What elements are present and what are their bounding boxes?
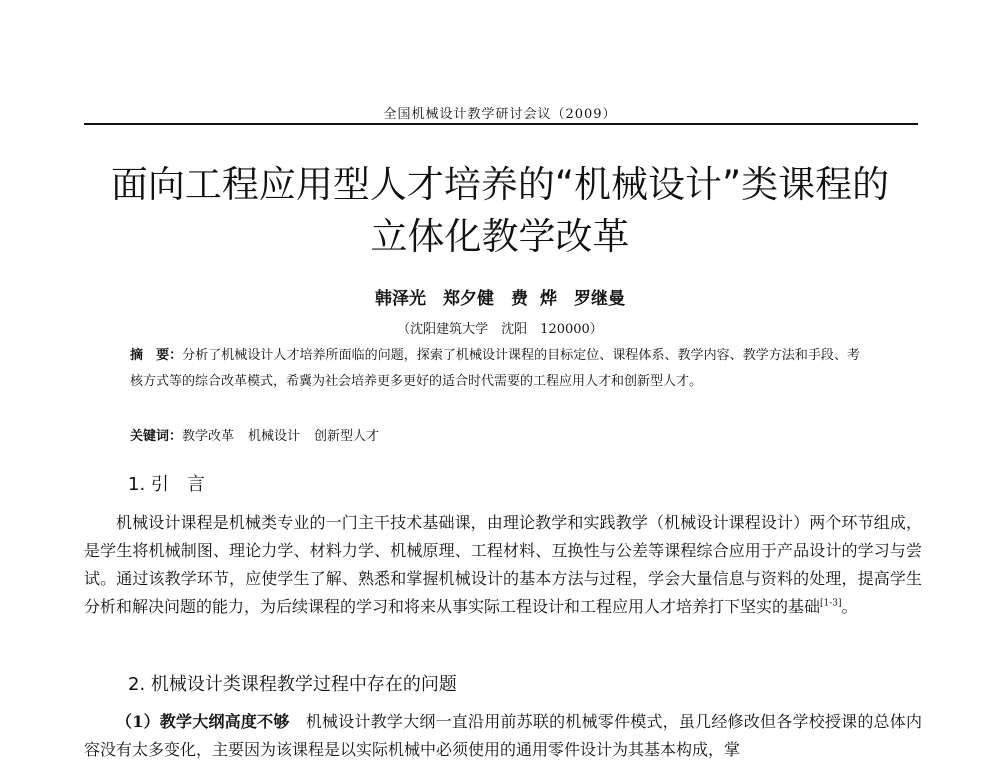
- paragraph-end: 。: [841, 597, 858, 616]
- running-header: 全国机械设计教学研讨会议（2009）: [383, 107, 617, 122]
- keywords-label: 关键词：: [130, 429, 183, 444]
- section-heading-problems: 2. 机械设计类课程教学过程中存在的问题: [128, 674, 457, 695]
- section-heading-introduction: 1. 引 言: [128, 474, 205, 495]
- keyword-item: 创新型人才: [314, 429, 380, 444]
- paper-title-line-2: 立体化教学改革: [370, 215, 630, 258]
- introduction-paragraph: [84, 509, 922, 621]
- affiliation: （沈阳建筑大学 沈阳 120000）: [397, 322, 603, 337]
- citation: [1-3]: [820, 598, 842, 609]
- authors: 韩泽光 郑夕健 费 烨 罗继曼: [375, 289, 625, 309]
- introduction-text: 机械设计课程是机械类专业的一门主干技术基础课，由理论教学和实践教学（机械设计课程设计）两个环节组成，是学生将机械制图、理论力学、材料力学、机械原理、工程材料、互换性与公差等课程综合应用于产品设计的学习与尝试。通过该教学环节，应使学生了解、熟悉和掌握机械设计的基本方法与过程，学会大量信息与资料的处理，提高学生分析和解决问题的能力，为后续课程的学习和将来从事实际工程设计和工程应用人才培养打下坚实的基础: [84, 513, 922, 616]
- problems-text: 机械设计教学大纲一直沿用前苏联的机械零件模式，虽几经修改但各学校授课的总体内容没有太多变化，主要因为该课程是以实际机械中必须使用的通用零件设计为其基本构成，掌: [84, 712, 922, 759]
- keyword-item: 机械设计: [248, 429, 301, 444]
- problems-paragraph: [84, 708, 922, 764]
- abstract: [130, 343, 860, 395]
- item-label: （1）教学大纲高度不够: [116, 712, 290, 731]
- header-rule: [84, 123, 918, 125]
- abstract-label: 摘 要：: [130, 348, 183, 363]
- abstract-text: 分析了机械设计人才培养所面临的问题，探索了机械设计课程的目标定位、课程体系、教学内容、教学方法和手段、考核方式等的综合改革模式，希冀为社会培养更多更好的适合时代需要的工程应用人才和创新型人才。: [130, 348, 860, 389]
- keywords: [130, 425, 379, 444]
- keyword-item: 教学改革: [182, 429, 235, 444]
- paper-title-line-1: 面向工程应用型人才培养的“机械设计”类课程的: [110, 163, 890, 206]
